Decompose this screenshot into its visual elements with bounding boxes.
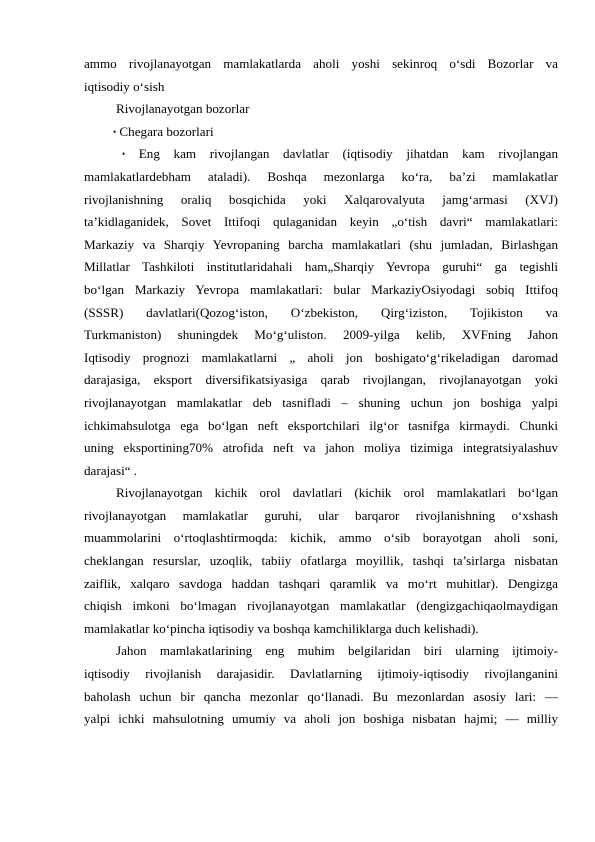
paragraph-first-line: Jahon mamlakatlarining eng muhim belgilaridan biri ularning ijtimoiy- <box>116 643 558 659</box>
paragraph-line: mamlakatlardebham ataladi). Boshqa mezonlarga ko‘ra, ba’zi mamlakatlar <box>84 168 558 184</box>
paragraph-line: cheklangan resurslar, uzoqlik, tabiiy ofatlarga moyillik, tashqi ta’sirlarga nisbatan <box>84 553 558 569</box>
paragraph-line: ta’kidlaganidek, Sovet Ittifoqi qulaganidan keyin „o‘tish davri“ mamlakatlari: <box>84 214 558 230</box>
heading-text: Chegara bozorlari <box>116 123 214 139</box>
paragraph-line: rivojlanayotgan mamlakatlar deb tasnifladi – shuning uchun jon boshiga yalpi <box>84 394 558 410</box>
paragraph-line: uning eksportining70% atrofida neft va jahon moliya tizimiga integratsiyalashuv <box>84 440 558 456</box>
paragraph-line: bo‘lgan Markaziy Yevropa mamlakatlari: bular MarkaziyOsiyodagi sobiq Ittifoq <box>84 281 558 297</box>
heading-rivojlanayotgan-bozorlar: Rivojlanayotgan bozorlar <box>116 101 250 117</box>
paragraph-first-line: Rivojlanayotgan kichik orol davlatlari (kichik orol mamlakatlari bo‘lgan <box>116 485 558 501</box>
paragraph-line: Turkmaniston) shuningdek Mo‘g‘uliston. 2009-yilga kelib, XVFning Jahon <box>84 327 558 343</box>
paragraph-line: rivojlanishning oraliq bosqichida yoki Xalqarovalyuta jamg‘armasi (XVJ) <box>84 191 558 207</box>
paragraph-text: Eng kam rivojlangan davlatlar (iqtisodiy jihatdan kam rivojlangan <box>125 146 558 162</box>
paragraph-line: muammolarini o‘rtoqlashtirmoqda: kichik, ammo o‘sib borayotgan aholi soni, <box>84 530 558 546</box>
paragraph-line: zaiflik, xalqaro savdoga haddan tashqari qaramlik va mo‘rt muhitlar). Dengizga <box>84 575 558 591</box>
bullet-icon: • <box>122 149 126 160</box>
bullet-icon: • <box>113 126 117 137</box>
intro-line: iqtisodiy o‘sish <box>84 78 165 94</box>
paragraph-line: Iqtisodiy prognozi mamlakatlarni „ aholi jon boshigato‘g‘rikeladigan daromad <box>84 349 558 365</box>
intro-line: ammo rivojlanayotgan mamlakatlarda aholi yoshi sekinroq o‘sdi Bozorlar va <box>84 56 558 71</box>
paragraph-line: rivojlanayotgan mamlakatlar guruhi, ular barqaror rivojlanishning o‘xshash <box>84 507 558 523</box>
paragraph-line: darajasiga, eksport diversifikatsiyasiga qarab rivojlangan, rivojlanayotgan yoki <box>84 372 558 388</box>
paragraph-line: darajasi“ . <box>84 462 138 478</box>
document-page <box>84 53 558 731</box>
paragraph-line: (SSSR) davlatlari(Qozog‘iston, O‘zbekiston, Qirg‘iziston, Tojikiston va <box>84 304 558 320</box>
paragraph-line: iqtisodiy rivojlanish darajasidir. Davlatlarning ijtimoiy-iqtisodiy rivojlanganini <box>84 666 558 682</box>
paragraph-first-line <box>84 143 558 166</box>
heading-chegara-bozorlari <box>84 121 558 144</box>
paragraph-line: yalpi ichki mahsulotning umumiy va aholi jon boshiga nisbatan hajmi; — milliy <box>84 711 558 727</box>
paragraph-line: Millatlar Tashkiloti institutlaridahali ham„Sharqiy Yevropa guruhi“ ga tegishli <box>84 259 558 275</box>
paragraph-line: baholash uchun bir qancha mezonlar qo‘llanadi. Bu mezonlardan asosiy lari: — <box>84 688 558 704</box>
paragraph-line: ichkimahsulotga ega bo‘lgan neft eksportchilari ilg‘or tasnifga kirmaydi. Chunki <box>84 417 558 433</box>
paragraph-line: mamlakatlar ko‘pincha iqtisodiy va boshqa kamchiliklarga duch kelishadi). <box>84 620 479 636</box>
paragraph-line: Markaziy va Sharqiy Yevropaning barcha mamlakatlari (shu jumladan, Birlashgan <box>84 236 558 252</box>
paragraph-line: chiqish imkoni bo‘lmagan rivojlanayotgan mamlakatlar (dengizgachiqaolmaydigan <box>84 598 558 614</box>
